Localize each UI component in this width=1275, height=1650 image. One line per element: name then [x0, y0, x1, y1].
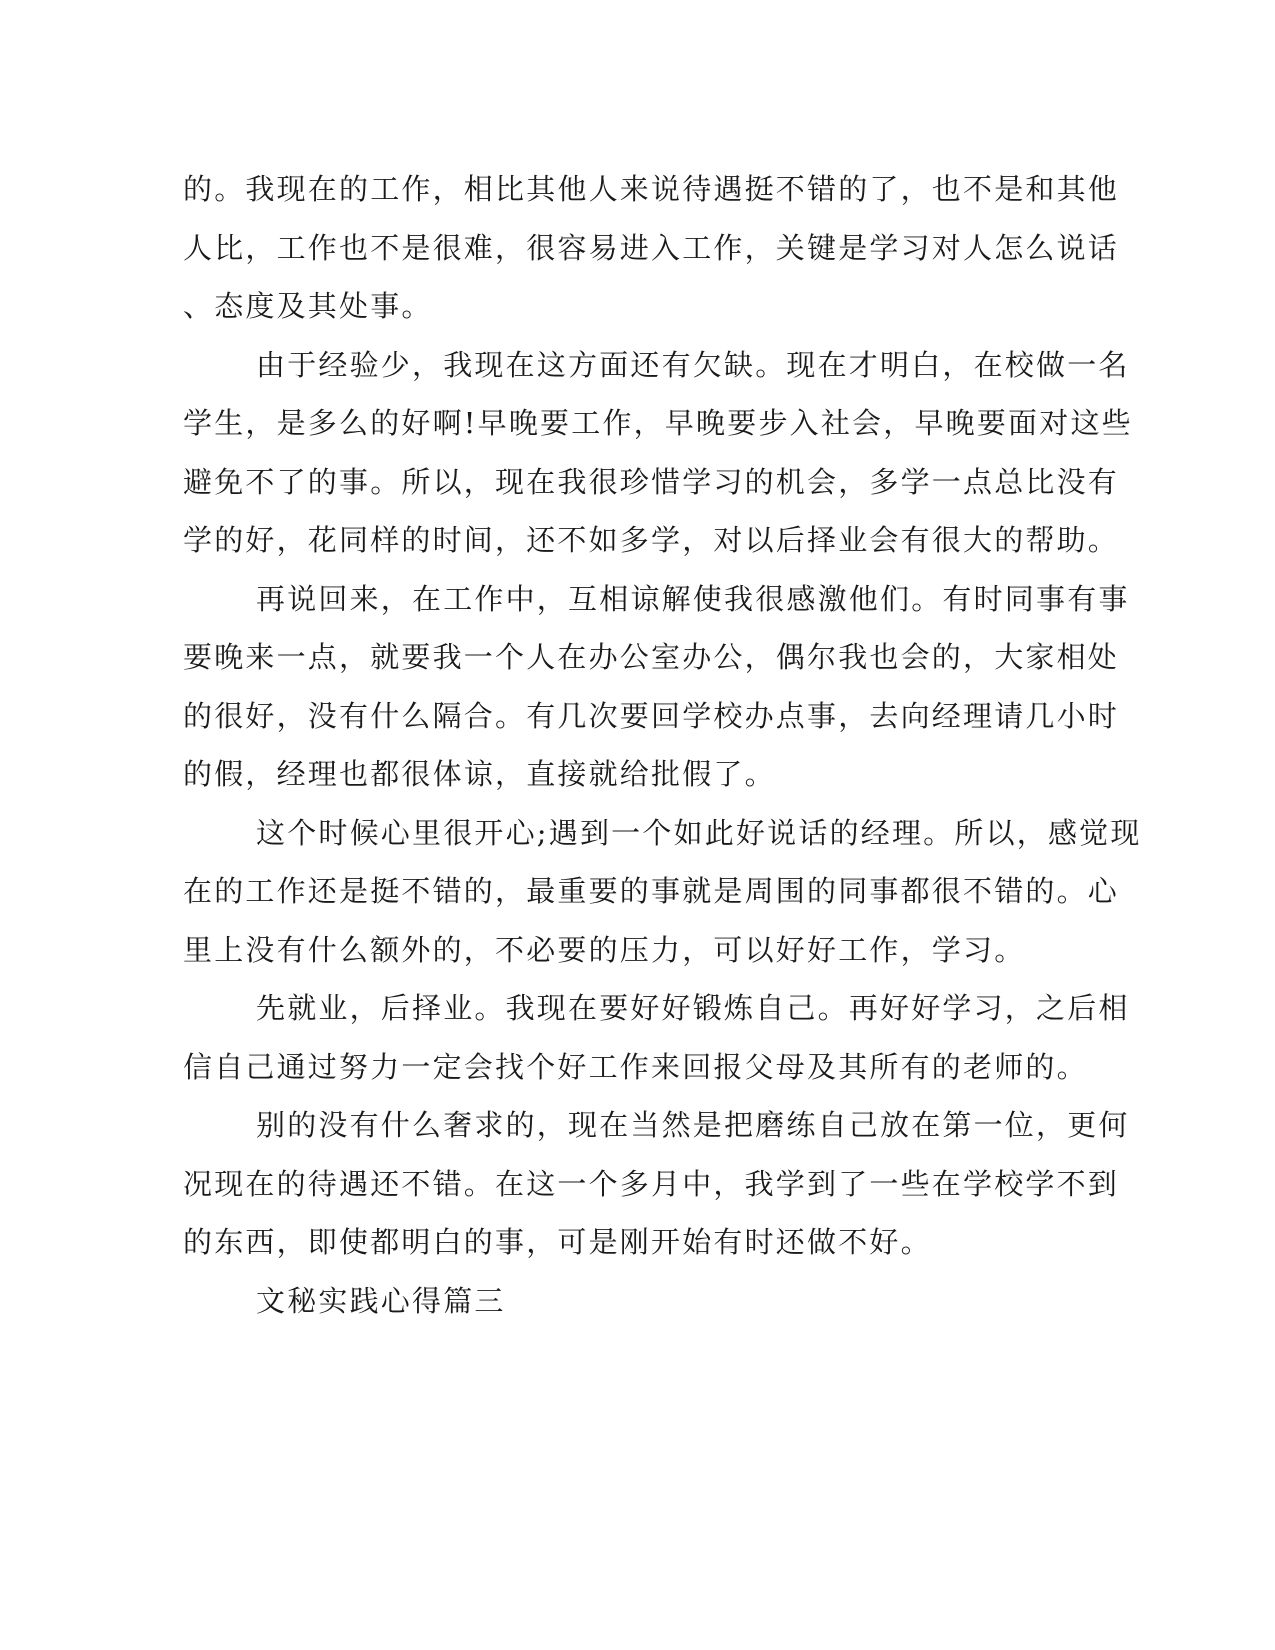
- text-line: 里上没有什么额外的，不必要的压力，可以好好工作，学习。: [183, 932, 1026, 967]
- text-line: 学的好，花同样的时间，还不如多学，对以后择业会有很大的帮助。: [183, 523, 1120, 557]
- text-line: 的假，经理也都很体谅，直接就给批假了。: [183, 757, 776, 791]
- text-line: 的东西，即使都明白的事，可是刚开始有时还做不好。: [183, 1225, 932, 1259]
- document-body: [183, 160, 1142, 1330]
- text-line: 况现在的待遇还不错。在这一个多月中，我学到了一些在学校学不到: [183, 1166, 1120, 1201]
- text-line: 再说回来，在工作中，互相谅解使我很感激他们。有时同事有事: [256, 581, 1130, 616]
- text-line: 先就业，后择业。我现在要好好锻炼自己。再好好学习，之后相: [256, 991, 1130, 1025]
- text-line: 别的没有什么奢求的，现在当然是把磨练自己放在第一位，更何: [256, 1108, 1130, 1142]
- paragraph-6: [183, 1096, 1130, 1272]
- paragraph-2: [183, 336, 1133, 570]
- text-line: 在的工作还是挺不错的，最重要的事就是周围的同事都很不错的。心: [183, 874, 1120, 908]
- heading-text: 文秘实践心得篇三: [256, 1283, 506, 1318]
- text-line: 的很好，没有什么隔合。有几次要回学校办点事，去向经理请几小时: [183, 698, 1120, 733]
- section-heading: [183, 1272, 1043, 1331]
- paragraph-4: [183, 804, 1142, 980]
- text-line: 、态度及其处事。: [183, 289, 433, 323]
- text-line: 由于经验少，我现在这方面还有欠缺。现在才明白，在校做一名: [256, 347, 1130, 382]
- paragraph-5: [183, 979, 1130, 1096]
- text-line: 避免不了的事。所以，现在我很珍惜学习的机会，多学一点总比没有: [183, 464, 1120, 499]
- text-line: 人比，工作也不是很难，很容易进入工作，关键是学习对人怎么说话: [183, 230, 1120, 265]
- text-line: 要晚来一点，就要我一个人在办公室办公，偶尔我也会的，大家相处: [183, 640, 1120, 674]
- paragraph-3: [183, 570, 1130, 804]
- text-line: 信自己通过努力一定会找个好工作来回报父母及其所有的老师的。: [183, 1049, 1088, 1084]
- text-line: 这个时候心里很开心;遇到一个如此好说话的经理。所以，感觉现: [256, 815, 1142, 850]
- text-line: 学生，是多么的好啊!早晚要工作，早晚要步入社会，早晚要面对这些: [183, 406, 1133, 440]
- paragraph-1: [183, 160, 1120, 336]
- text-line: 的。我现在的工作，相比其他人来说待遇挺不错的了，也不是和其他: [183, 172, 1120, 206]
